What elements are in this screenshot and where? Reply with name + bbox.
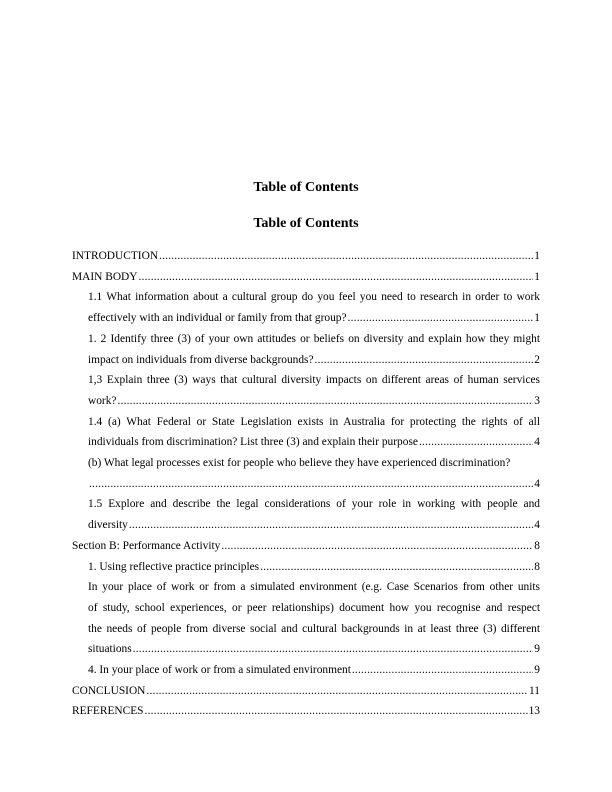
toc-entry-introduction[interactable] xyxy=(72,246,540,267)
dot-leader xyxy=(133,639,534,660)
dot-leader xyxy=(145,701,528,722)
page-title: Table of Contents xyxy=(253,180,359,195)
toc-entry-text: 1.1 What information about a cultural group do you feel you need to research in order to work xyxy=(88,291,540,304)
toc-heading: Table of Contents xyxy=(253,216,359,231)
toc-entry-1-4a[interactable] xyxy=(72,412,540,453)
toc-entry-1-2[interactable] xyxy=(72,329,540,370)
dot-leader xyxy=(159,246,533,267)
page-number: 2 xyxy=(534,353,540,366)
page-number: 4 xyxy=(534,519,540,532)
toc-entry-text: 1,3 Explain three (3) ways that cultural diversity impacts on different areas of human services xyxy=(88,374,540,387)
page-number: 1 xyxy=(534,270,540,283)
dot-leader xyxy=(146,681,528,702)
toc-entry-text-cont: effectively with an individual or family from that group? xyxy=(88,312,347,325)
toc-entry-text: INTRODUCTION xyxy=(72,250,159,262)
toc-entry-references[interactable] xyxy=(72,701,540,722)
toc-entry-text: (b) What legal processes exist for people who believe they have experienced discrimination? xyxy=(88,457,511,470)
toc-entry-text: 1. Using reflective practice principles xyxy=(88,560,260,573)
dot-leader xyxy=(419,432,533,453)
toc-entry-text-cont: individuals from discrimination? List three (3) and explain their purpose xyxy=(88,436,418,449)
toc-entry-text-cont: diversity xyxy=(88,519,128,532)
toc-entry-text: 1.4 (a) What Federal or State Legislation exists in Australia for protecting the rights of all xyxy=(88,415,540,428)
toc-entry-1-4b[interactable] xyxy=(72,453,540,494)
dot-leader xyxy=(352,660,533,681)
toc-entry-reflective-practice[interactable] xyxy=(72,557,540,578)
dot-leader xyxy=(89,474,533,495)
toc-entry-place-of-work-document[interactable] xyxy=(72,577,540,660)
toc-entry-text: 4. In your place of work or from a simulated environment xyxy=(88,664,351,677)
toc-entry-text-cont: situations xyxy=(88,643,132,656)
dot-leader xyxy=(221,536,533,557)
toc-entry-conclusion[interactable] xyxy=(72,681,540,702)
page-number: 9 xyxy=(534,643,540,656)
page-number: 1 xyxy=(534,250,540,262)
page-number: 9 xyxy=(534,664,540,677)
toc-entry-text: Section B: Performance Activity xyxy=(72,539,221,552)
toc-entry-text: CONCLUSION xyxy=(72,684,146,697)
table-of-contents xyxy=(72,246,540,722)
page-number: 4 xyxy=(534,436,540,449)
page-number: 11 xyxy=(529,684,540,697)
dot-leader xyxy=(117,391,533,412)
page-number: 1 xyxy=(534,312,540,325)
page-number: 3 xyxy=(534,394,540,407)
toc-entry-text: REFERENCES xyxy=(72,705,144,718)
toc-entry-1-1[interactable] xyxy=(72,287,540,328)
dot-leader xyxy=(315,350,534,371)
page-number: 8 xyxy=(534,539,540,552)
toc-entry-text-cont: of study, school experiences, or peer relationships) document how you recognise and respect xyxy=(88,601,540,614)
dot-leader xyxy=(260,557,533,578)
toc-entry-text: 1. 2 Identify three (3) of your own attitudes or beliefs on diversity and explain how they might xyxy=(88,332,540,345)
page-number: 13 xyxy=(528,705,540,718)
toc-entry-place-of-work[interactable] xyxy=(72,660,540,681)
dot-leader xyxy=(348,308,534,329)
dot-leader xyxy=(129,515,533,536)
page-number: 4 xyxy=(534,477,540,490)
toc-entry-text-cont: work? xyxy=(88,394,117,407)
toc-entry-1-5[interactable] xyxy=(72,494,540,535)
toc-entry-text: 1.5 Explore and describe the legal considerations of your role in working with people and xyxy=(88,498,540,511)
toc-entry-section-b[interactable] xyxy=(72,536,540,557)
toc-entry-1-3[interactable] xyxy=(72,370,540,411)
page-number: 8 xyxy=(534,560,540,573)
toc-entry-text: In your place of work or from a simulated environment (e.g. Case Scenarios from other units xyxy=(88,581,540,594)
toc-entry-text-cont: impact on individuals from diverse backgrounds? xyxy=(88,353,314,366)
toc-entry-text-cont: the needs of people from diverse social and cultural backgrounds in at least three (3) different xyxy=(88,622,540,635)
toc-entry-text: MAIN BODY xyxy=(72,270,138,283)
toc-entry-main-body[interactable] xyxy=(72,267,540,288)
dot-leader xyxy=(139,267,534,288)
